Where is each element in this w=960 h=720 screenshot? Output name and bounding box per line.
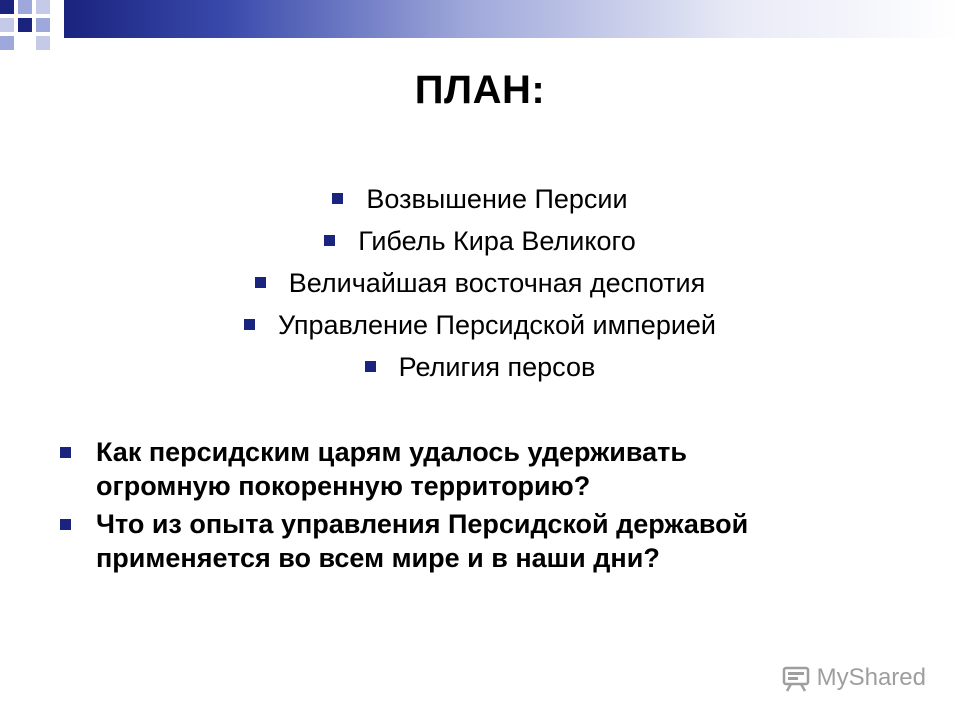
square-bullet-icon [324, 235, 335, 246]
deco-square [0, 18, 14, 32]
slide-title: ПЛАН: [414, 68, 546, 112]
deco-square [18, 18, 32, 32]
deco-square [0, 36, 14, 50]
header-gradient-bar [64, 0, 960, 38]
square-bullet-icon [60, 447, 71, 458]
deco-square [36, 18, 50, 32]
plan-item-content [365, 346, 596, 388]
plan-list [0, 178, 960, 388]
plan-item-label: Величайшая восточная деспотия [288, 268, 706, 298]
deco-square [18, 0, 32, 14]
question-item [60, 507, 920, 575]
question-line: огромную покоренную территорию? [96, 471, 591, 501]
plan-item-content [332, 178, 627, 220]
question-item [60, 435, 920, 503]
question-list [60, 435, 920, 579]
plan-item [0, 262, 960, 304]
plan-item-label: Гибель Кира Великого [358, 226, 636, 256]
plan-item [0, 304, 960, 346]
square-bullet-icon [244, 319, 255, 330]
square-bullet-icon [255, 277, 266, 288]
square-bullet-icon [332, 193, 343, 204]
plan-item-label: Возвышение Персии [366, 184, 628, 214]
deco-square [36, 0, 50, 14]
watermark-text: MyShared [816, 664, 926, 691]
plan-item-content [244, 304, 716, 346]
plan-item-label: Управление Персидской империей [277, 310, 717, 340]
plan-item-content [255, 262, 705, 304]
plan-item [0, 178, 960, 220]
deco-square [36, 36, 50, 50]
plan-item [0, 346, 960, 388]
watermark [781, 664, 926, 692]
square-bullet-icon [60, 519, 71, 530]
plan-item [0, 220, 960, 262]
question-line: Как персидским царям удалось удерживать [96, 437, 687, 467]
plan-item-label: Религия персов [398, 352, 596, 382]
question-line: Что из опыта управления Персидской державой [96, 509, 749, 539]
myshared-logo-icon [781, 664, 811, 692]
square-bullet-icon [365, 361, 376, 372]
plan-item-content [324, 220, 636, 262]
question-line: применяется во всем мире и в наши дни? [96, 543, 660, 573]
deco-square [0, 0, 14, 14]
